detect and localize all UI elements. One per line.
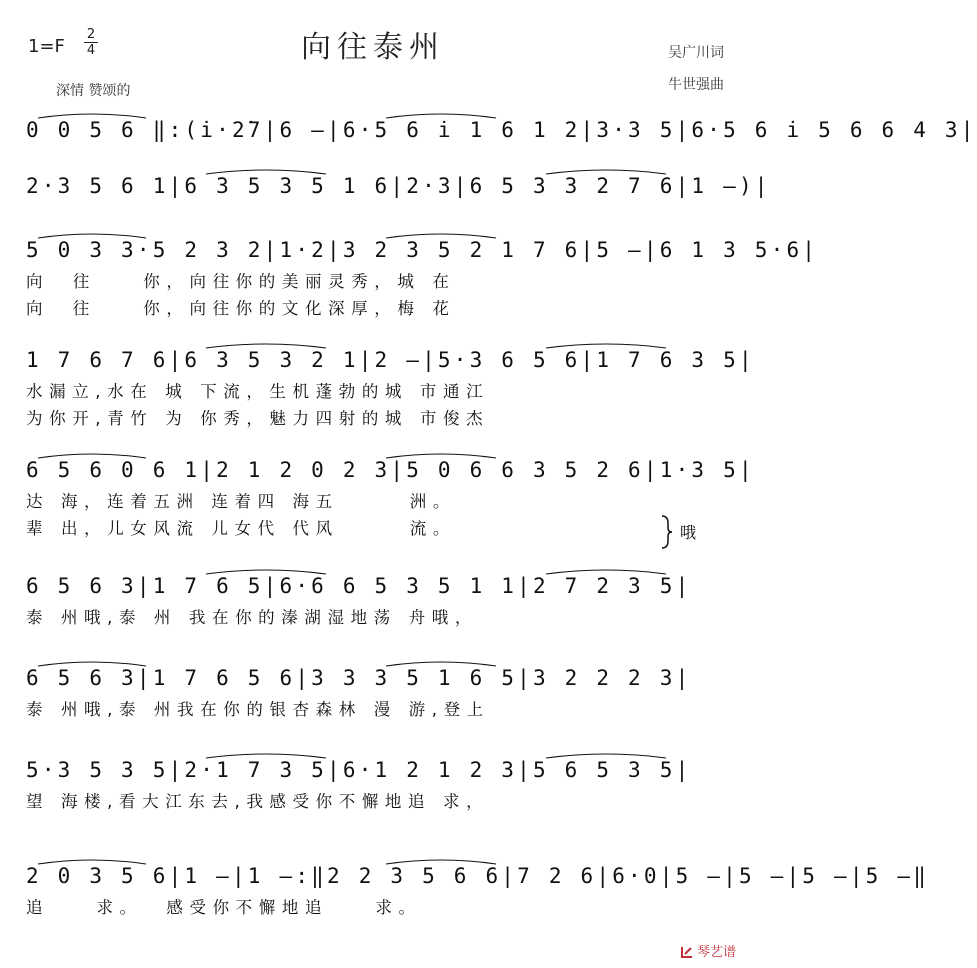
music-system-4 bbox=[26, 342, 755, 432]
music-system-1 bbox=[26, 112, 977, 148]
notation-line bbox=[26, 342, 755, 378]
music-system-9 bbox=[26, 858, 930, 921]
lyric-verse-1: 水漏立,水在 城 下流，生机蓬勃的城 市通江 bbox=[26, 382, 490, 401]
time-signature bbox=[84, 28, 98, 57]
lyric-line: 泰 州哦,泰 州 我在你的溱湖湿地荡 舟哦， bbox=[26, 608, 478, 627]
note-text: 6 5 6 3|1 7 6 5 6|3 3 3 5 1 6 5|3 2 2 2 3| bbox=[26, 666, 692, 690]
lyric-line: 追 求。 感受你不懈地追 求。 bbox=[26, 898, 422, 917]
time-signature-top: 2 bbox=[86, 27, 96, 42]
note-text: 0 0 5 6 ‖:(i̇·2̇7|6 –|6·5 6 i̇ 1 6 1 2|3·3 5|6·5 6 i̇ 5 6 6 4 3| bbox=[26, 118, 977, 142]
site-watermark bbox=[680, 941, 736, 960]
music-system-8 bbox=[26, 752, 726, 815]
notation-line bbox=[26, 168, 771, 204]
music-system-5 bbox=[26, 452, 755, 542]
lyric-line: 望 海楼,看大江东去,我感受你不懈地追 求， bbox=[26, 792, 490, 811]
note-text: 2·3 5 6 1|6 3 5 3 5 1 6|2·3|6 5 3 3 2 7 6|1 –)| bbox=[26, 174, 771, 198]
key-signature: 1=F bbox=[28, 36, 65, 57]
note-text: 6 5 6 0 6 1|2 1 2 0 2 3|5 0 6 6 3 5 2 6|1·3 5| bbox=[26, 458, 755, 482]
notation-line bbox=[26, 752, 726, 788]
watermark-logo-icon bbox=[680, 945, 694, 959]
notation-line bbox=[26, 112, 977, 148]
lyric-line: 泰 州哦,泰 州我在你的银杏森林 漫 游,登上 bbox=[26, 700, 490, 719]
notation-line bbox=[26, 232, 819, 268]
brace-lyric: 哦 bbox=[680, 523, 697, 542]
lyric-verse-2: 为你开,青竹 为 你秀，魅力四射的城 市俊杰 bbox=[26, 409, 490, 428]
lyricist-credit: 吴广川词 bbox=[668, 45, 724, 61]
note-text: 5 0 3 3·5 2 3 2|1·2|3 2 3 5 2 1 7 6|5 –|6 1 3 5·6| bbox=[26, 238, 819, 262]
notation-line bbox=[26, 452, 755, 488]
note-text: 1 7 6 7 6|6 3 5 3 2 1|2 –|5·3 6 5 6|1 7 6 3 5| bbox=[26, 348, 755, 372]
time-signature-bottom: 4 bbox=[86, 43, 96, 58]
watermark-text: 琴艺谱 bbox=[696, 945, 736, 960]
expression-mark: 深情 赞颂的 bbox=[56, 83, 131, 99]
notation-line bbox=[26, 568, 726, 604]
notation-line bbox=[26, 660, 726, 696]
note-text: 6 5 6 3|1 7 6 5|6·6 6 5 3 5 1 1|2 7 2 3 5| bbox=[26, 574, 692, 598]
music-system-3 bbox=[26, 232, 819, 322]
notation-line bbox=[26, 858, 930, 894]
lyric-verse-1: 向 往 你，向往你的美丽灵秀，城 在 bbox=[26, 272, 456, 291]
music-system-7 bbox=[26, 660, 726, 723]
note-text: 5·3 5 3 5|2·1 7 3 5|6·1 2 1 2 3|5 6 5 3 5| bbox=[26, 758, 692, 782]
composer-credit: 牛世强曲 bbox=[668, 77, 724, 93]
lyric-verse-2: 辈 出，儿女风流 儿女代 代风 流。 bbox=[26, 519, 457, 538]
music-system-2 bbox=[26, 168, 771, 204]
note-text: 2 0 3 5 6|1 –|1 –:‖2 2 3 5 6 6|7 2 6|6·0|5 –|5 –|5 –|5 –‖ bbox=[26, 864, 930, 888]
lyric-verse-2: 向 往 你，向往你的文化深厚，梅 花 bbox=[26, 299, 456, 318]
lyric-verse-1: 达 海，连着五洲 连着四 海五 洲。 bbox=[26, 492, 457, 511]
song-title: 向往泰州 bbox=[301, 30, 445, 65]
music-system-6 bbox=[26, 568, 726, 631]
verse-brace-icon bbox=[660, 515, 674, 549]
